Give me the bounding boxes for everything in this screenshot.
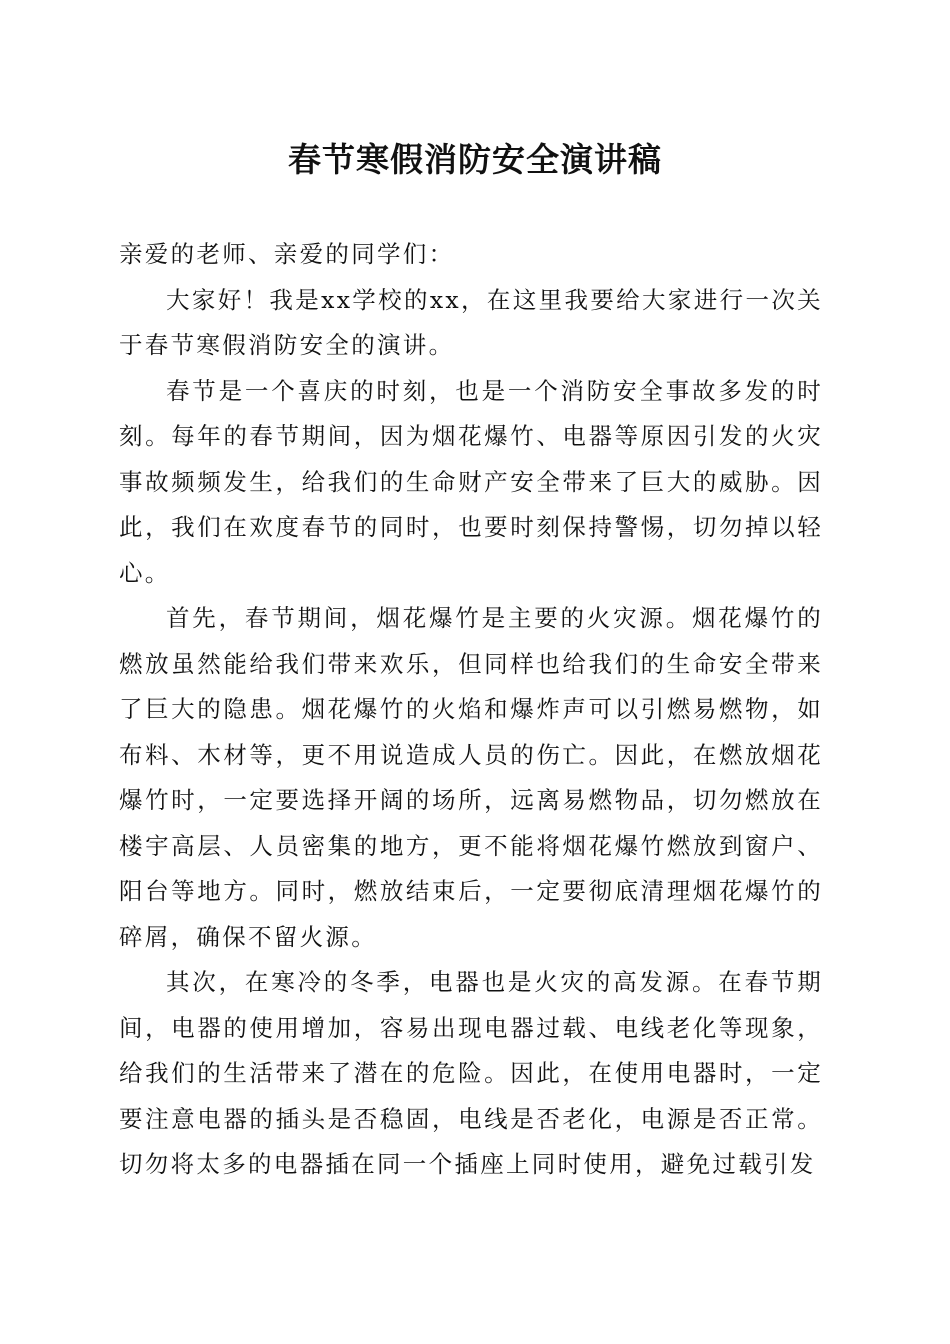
paragraph-4: 其次，在寒冷的冬季，电器也是火灾的高发源。在春节期间，电器的使用增加，容易出现电器过载、电线老化等现象，给我们的生活带来了潜在的危险。因此，在使用电器时，一定要注意电器的插头是否稳固，电线是否老化，电源是否正常。切勿将太多的电器插在同一个插座上同时使用，避免过载引发: [119, 968, 823, 1178]
paragraph-2: 春节是一个喜庆的时刻，也是一个消防安全事故多发的时刻。每年的春节期间，因为烟花爆竹、电器等原因引发的火灾事故频频发生，给我们的生命财产安全带来了巨大的威胁。因此，我们在欢度春节的同时，也要时刻保持警惕，切勿掉以轻心。: [119, 376, 823, 587]
greeting-line: 亲爱的老师、亲爱的同学们：: [119, 240, 455, 268]
document-body: [119, 232, 823, 1188]
paragraph-1: 大家好！我是xx学校的xx，在这里我要给大家进行一次关于春节寒假消防安全的演讲。: [119, 285, 823, 359]
paragraph-3: 首先，春节期间，烟花爆竹是主要的火灾源。烟花爆竹的燃放虽然能给我们带来欢乐，但同样也给我们的生命安全带来了巨大的隐患。烟花爆竹的火焰和爆炸声可以引燃易燃物，如布料、木材等，更不用说造成人员的伤亡。因此，在燃放烟花爆竹时，一定要选择开阔的场所，远离易燃物品，切勿燃放在楼宇高层、人员密集的地方，更不能将烟花爆竹燃放到窗户、阳台等地方。同时，燃放结束后，一定要彻底清理烟花爆竹的碎屑，确保不留火源。: [119, 604, 823, 951]
document-title: 春节寒假消防安全演讲稿: [288, 140, 662, 179]
